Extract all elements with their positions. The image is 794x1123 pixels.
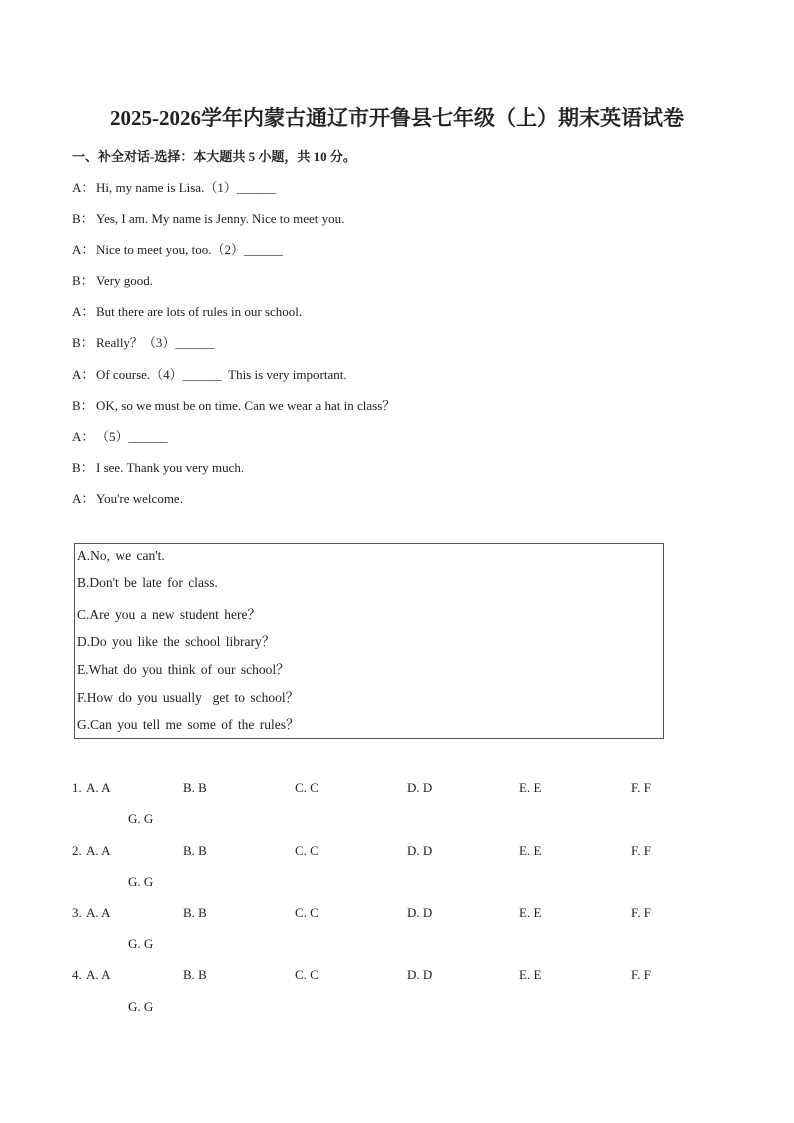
- question-row: [0, 843, 794, 863]
- choice-c[interactable]: C. C: [295, 780, 319, 795]
- dialogue-text: Nice to meet you, too.（2）______: [96, 242, 284, 257]
- dialogue-text: Very good.: [96, 273, 154, 288]
- dialogue-line: [72, 488, 183, 507]
- option-item: F.How do you usually get to school？: [77, 690, 300, 705]
- speaker-label: B：: [72, 398, 94, 413]
- question-row-continued: [0, 811, 794, 831]
- question-row: [0, 905, 794, 925]
- choice-c[interactable]: C. C: [295, 967, 319, 982]
- question-row: [0, 967, 794, 987]
- dialogue-text: Yes, I am. My name is Jenny. Nice to meet you.: [96, 211, 345, 226]
- question-row-continued: [0, 999, 794, 1019]
- dialogue-text: Hi, my name is Lisa.（1）______: [96, 180, 276, 195]
- dialogue-text: But there are lots of rules in our school.: [96, 304, 303, 319]
- choice-f[interactable]: F. F: [631, 967, 651, 982]
- option-item: A.No, we can't.: [77, 548, 165, 563]
- choice-c[interactable]: C. C: [295, 843, 319, 858]
- speaker-label: B：: [72, 460, 94, 475]
- question-number: 4.: [72, 967, 82, 982]
- option-item: B.Don't be late for class.: [77, 575, 218, 590]
- speaker-label: B：: [72, 273, 94, 288]
- choice-a[interactable]: A. A: [86, 905, 111, 920]
- choice-b[interactable]: B. B: [183, 780, 207, 795]
- option-item: E.What do you think of our school？: [77, 662, 290, 677]
- choice-e[interactable]: E. E: [519, 905, 542, 920]
- choice-e[interactable]: E. E: [519, 843, 542, 858]
- choice-b[interactable]: B. B: [183, 905, 207, 920]
- choice-e[interactable]: E. E: [519, 967, 542, 982]
- choice-g[interactable]: G. G: [128, 936, 154, 951]
- dialogue-text: Really？（3）______: [96, 335, 215, 350]
- dialogue-line: [72, 270, 153, 289]
- speaker-label: B：: [72, 335, 94, 350]
- speaker-label: A：: [72, 367, 95, 382]
- dialogue-line: [72, 208, 344, 227]
- question-number: 1.: [72, 780, 82, 795]
- speaker-label: A：: [72, 429, 95, 444]
- section-heading: 一、补全对话-选择：本大题共 5 小题，共 10 分。: [72, 149, 356, 164]
- options-box: [74, 543, 664, 739]
- speaker-label: B：: [72, 211, 94, 226]
- dialogue-line: [72, 239, 283, 258]
- choice-f[interactable]: F. F: [631, 843, 651, 858]
- choice-d[interactable]: D. D: [407, 780, 433, 795]
- choice-d[interactable]: D. D: [407, 843, 433, 858]
- speaker-label: A：: [72, 304, 95, 319]
- dialogue-text: Of course.（4）______ This is very important.: [96, 367, 347, 382]
- speaker-label: A：: [72, 242, 95, 257]
- dialogue-line: [72, 457, 244, 476]
- option-item: D.Do you like the school library？: [77, 634, 276, 649]
- choice-d[interactable]: D. D: [407, 967, 433, 982]
- dialogue-line: [72, 426, 168, 445]
- speaker-label: A：: [72, 180, 95, 195]
- question-number: 2.: [72, 843, 82, 858]
- choice-a[interactable]: A. A: [86, 967, 111, 982]
- choice-f[interactable]: F. F: [631, 905, 651, 920]
- dialogue-line: [72, 364, 347, 383]
- question-row: [0, 780, 794, 800]
- dialogue-text: OK, so we must be on time. Can we wear a hat in class？: [96, 398, 396, 413]
- choice-g[interactable]: G. G: [128, 811, 154, 826]
- dialogue-text: （5）______: [96, 429, 168, 444]
- dialogue-line: [72, 177, 276, 196]
- choice-f[interactable]: F. F: [631, 780, 651, 795]
- question-number: 3.: [72, 905, 82, 920]
- choice-e[interactable]: E. E: [519, 780, 542, 795]
- choice-d[interactable]: D. D: [407, 905, 433, 920]
- question-row-continued: [0, 874, 794, 894]
- dialogue-text: You're welcome.: [96, 491, 183, 506]
- option-item: G.Can you tell me some of the rules？: [77, 717, 300, 732]
- choice-a[interactable]: A. A: [86, 843, 111, 858]
- dialogue-text: I see. Thank you very much.: [96, 460, 245, 475]
- dialogue-line: [72, 395, 395, 414]
- page-title: 2025-2026学年内蒙古通辽市开鲁县七年级（上）期末英语试卷: [110, 106, 684, 130]
- choice-a[interactable]: A. A: [86, 780, 111, 795]
- dialogue-line: [72, 301, 302, 320]
- option-item: C.Are you a new student here？: [77, 607, 261, 622]
- choice-g[interactable]: G. G: [128, 999, 154, 1014]
- choice-c[interactable]: C. C: [295, 905, 319, 920]
- dialogue-line: [72, 332, 214, 351]
- choice-b[interactable]: B. B: [183, 843, 207, 858]
- question-row-continued: [0, 936, 794, 956]
- speaker-label: A：: [72, 491, 95, 506]
- choice-g[interactable]: G. G: [128, 874, 154, 889]
- choice-b[interactable]: B. B: [183, 967, 207, 982]
